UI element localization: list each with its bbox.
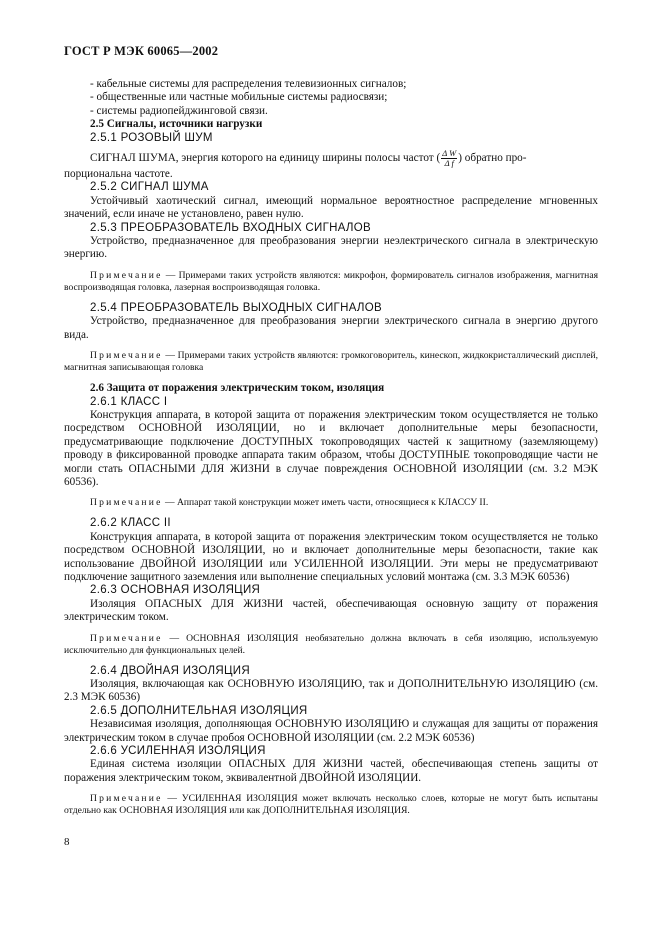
paragraph-2-6-1: Конструкция аппарата, в которой защита от поражения электрическим током осуществляется не только посредством ОСНОВНОЙ ИЗОЛЯЦИИ, но и включает дополнительные меры безопасности, предусматривающие подключение ДОСТУПНЫХ токопроводящих частей к защитному (заземляющему) проводу в фиксированной проводке аппарата таким образом, чтобы ДОСТУПНЫЕ токопроводящие части не могли стать ОПАСНЫМИ ДЛЯ ЖИЗНИ в случае повреждения ОСНОВНОЙ ИЗОЛЯЦИИ (см. 3.2 МЭК 60536). bbox=[64, 408, 598, 488]
document-body bbox=[64, 78, 598, 817]
paragraph-2-5-2: Устойчивый хаотический сигнал, имеющий нормальное вероятностное распределение мгновенных значений, если иначе не установлено, равен нулю. bbox=[64, 194, 598, 221]
subsection-heading-2-6-3: 2.6.3 ОСНОВНАЯ ИЗОЛЯЦИЯ bbox=[90, 584, 261, 597]
subsection-heading-2-5-3: 2.5.3 ПРЕОБРАЗОВАТЕЛЬ ВХОДНЫХ СИГНАЛОВ bbox=[90, 221, 371, 234]
page-header: ГОСТ Р МЭК 60065—2002 bbox=[64, 44, 219, 58]
paragraph-2-6-4: Изоляция, включающая как ОСНОВНУЮ ИЗОЛЯЦИЮ, так и ДОПОЛНИТЕЛЬНУЮ ИЗОЛЯЦИЮ (см. 2.3 МЭК 60536) bbox=[64, 678, 598, 704]
note-1 bbox=[64, 270, 598, 294]
note-5 bbox=[64, 793, 598, 817]
section-heading-2-5: 2.5 Сигналы, источники нагрузки bbox=[90, 118, 263, 131]
paragraph-2-6-5: Независимая изоляция, дополняющая ОСНОВНУЮ ИЗОЛЯЦИЮ и служащая для защиты от поражения электрическим током в случае пробоя ОСНОВНОЙ ИЗОЛЯЦИИ (см. 2.2 МЭК 60536) bbox=[64, 718, 598, 744]
list-item: - кабельные системы для распределения телевизионных сигналов; bbox=[90, 78, 407, 90]
paragraph-2-6-2: Конструкция аппарата, в которой защита от поражения электрическим током осуществляется не только посредством ОСНОВНОЙ ИЗОЛЯЦИИ, но и включает дополнительные меры безопасности, такие как использование ДВОЙНОЙ ИЗОЛЯЦИИ или УСИЛЕННОЙ ИЗОЛЯЦИИ. Эти меры не предусматривают подключение защитного заземления или выполнение специальных условий монтажа (см. 3.3 МЭК 60536) bbox=[64, 530, 598, 583]
paragraph-2-6-6: Единая система изоляции ОПАСНЫХ ДЛЯ ЖИЗНИ частей, обеспечивающая степень защиты от поражения электрическим током, эквивалентной ДВОЙНОЙ ИЗОЛЯЦИИ. bbox=[64, 758, 598, 784]
paragraph-text: обратно про- bbox=[464, 152, 527, 165]
paragraph-2-5-4: Устройство, предназначенное для преобразования энергии электрического сигнала в энергию другого вида. bbox=[64, 315, 598, 341]
subsection-heading-2-5-2: 2.5.2 СИГНАЛ ШУМА bbox=[90, 181, 209, 194]
section-heading-2-6: 2.6 Защита от поражения электрическим током, изоляция bbox=[90, 382, 385, 395]
note-3 bbox=[64, 497, 598, 509]
subsection-heading-2-5-1: 2.5.1 РОЗОВЫЙ ШУМ bbox=[90, 131, 213, 144]
subsection-heading-2-5-4: 2.5.4 ПРЕОБРАЗОВАТЕЛЬ ВЫХОДНЫХ СИГНАЛОВ bbox=[90, 301, 382, 314]
list-item: - общественные или частные мобильные системы радиосвязи; bbox=[90, 91, 388, 104]
subsection-heading-2-6-1: 2.6.1 КЛАСС I bbox=[90, 395, 168, 408]
page-number: 8 bbox=[64, 836, 70, 848]
subsection-heading-2-6-5: 2.6.5 ДОПОЛНИТЕЛЬНАЯ ИЗОЛЯЦИЯ bbox=[90, 704, 308, 717]
fraction-denominator: Δ f bbox=[444, 158, 454, 169]
paragraph-2-6-3: Изоляция ОПАСНЫХ ДЛЯ ЖИЗНИ частей, обеспечивающая основную защиту от поражения электрическим током. bbox=[64, 597, 598, 624]
note-text: — УСИЛЕННАЯ ИЗОЛЯЦИЯ может включать несколько слоев, которые не могут быть испытаны отдельно как ОСНОВНАЯ ИЗОЛЯЦИЯ или как ДОПОЛНИТЕЛЬНАЯ ИЗОЛЯЦИЯ. bbox=[64, 793, 598, 817]
paragraph-2-5-3: Устройство, предназначенное для преобразования энергии неэлектрического сигнала в электрическую энергию. bbox=[64, 235, 598, 261]
note-text: — Примерами таких устройств являются: микрофон, формирователь сигналов изображения, магнитная воспроизводящая головка, лазерная воспроизводящая головка. bbox=[64, 269, 598, 293]
note-4 bbox=[64, 633, 598, 657]
note-text: — ОСНОВНАЯ ИЗОЛЯЦИЯ необязательно должна включать в себя изоляцию, используемую исключительно для функциональных целей. bbox=[64, 632, 598, 656]
note-label: Примечание bbox=[90, 793, 163, 805]
fraction bbox=[441, 149, 457, 168]
note-label: Примечание bbox=[90, 497, 163, 509]
paragraph-text: СИГНАЛ ШУМА, энергия которого на единицу ширины полосы частот bbox=[90, 152, 434, 165]
note-text: — Аппарат такой конструкции может иметь части, относящиеся к КЛАССУ II. bbox=[164, 497, 489, 509]
subsection-heading-2-6-4: 2.6.4 ДВОЙНАЯ ИЗОЛЯЦИЯ bbox=[90, 664, 250, 677]
subsection-heading-2-6-2: 2.6.2 КЛАСС II bbox=[90, 517, 171, 530]
note-text: — Примерами таких устройств являются: громкоговоритель, кинескоп, жидкокристаллический дисплей, магнитная записывающая головка bbox=[64, 350, 598, 374]
note-label: Примечание bbox=[90, 350, 163, 362]
paragraph-continuation: порциональна частоте. bbox=[64, 168, 173, 181]
paragraph-2-5-1: СИГНАЛ ШУМА, энергия которого на единицу ширины полосы частот ( $\frac{\text{Δ W}}{\text{Δ f}}$ ) обратно про- bbox=[90, 148, 527, 169]
fraction-numerator: Δ W bbox=[442, 148, 457, 159]
note-label: Примечание bbox=[90, 269, 163, 281]
list-item: - системы радиопейджинговой связи. bbox=[90, 104, 268, 117]
note-2 bbox=[64, 350, 598, 374]
note-label: Примечание bbox=[90, 632, 163, 644]
subsection-heading-2-6-6: 2.6.6 УСИЛЕННАЯ ИЗОЛЯЦИЯ bbox=[90, 745, 266, 758]
